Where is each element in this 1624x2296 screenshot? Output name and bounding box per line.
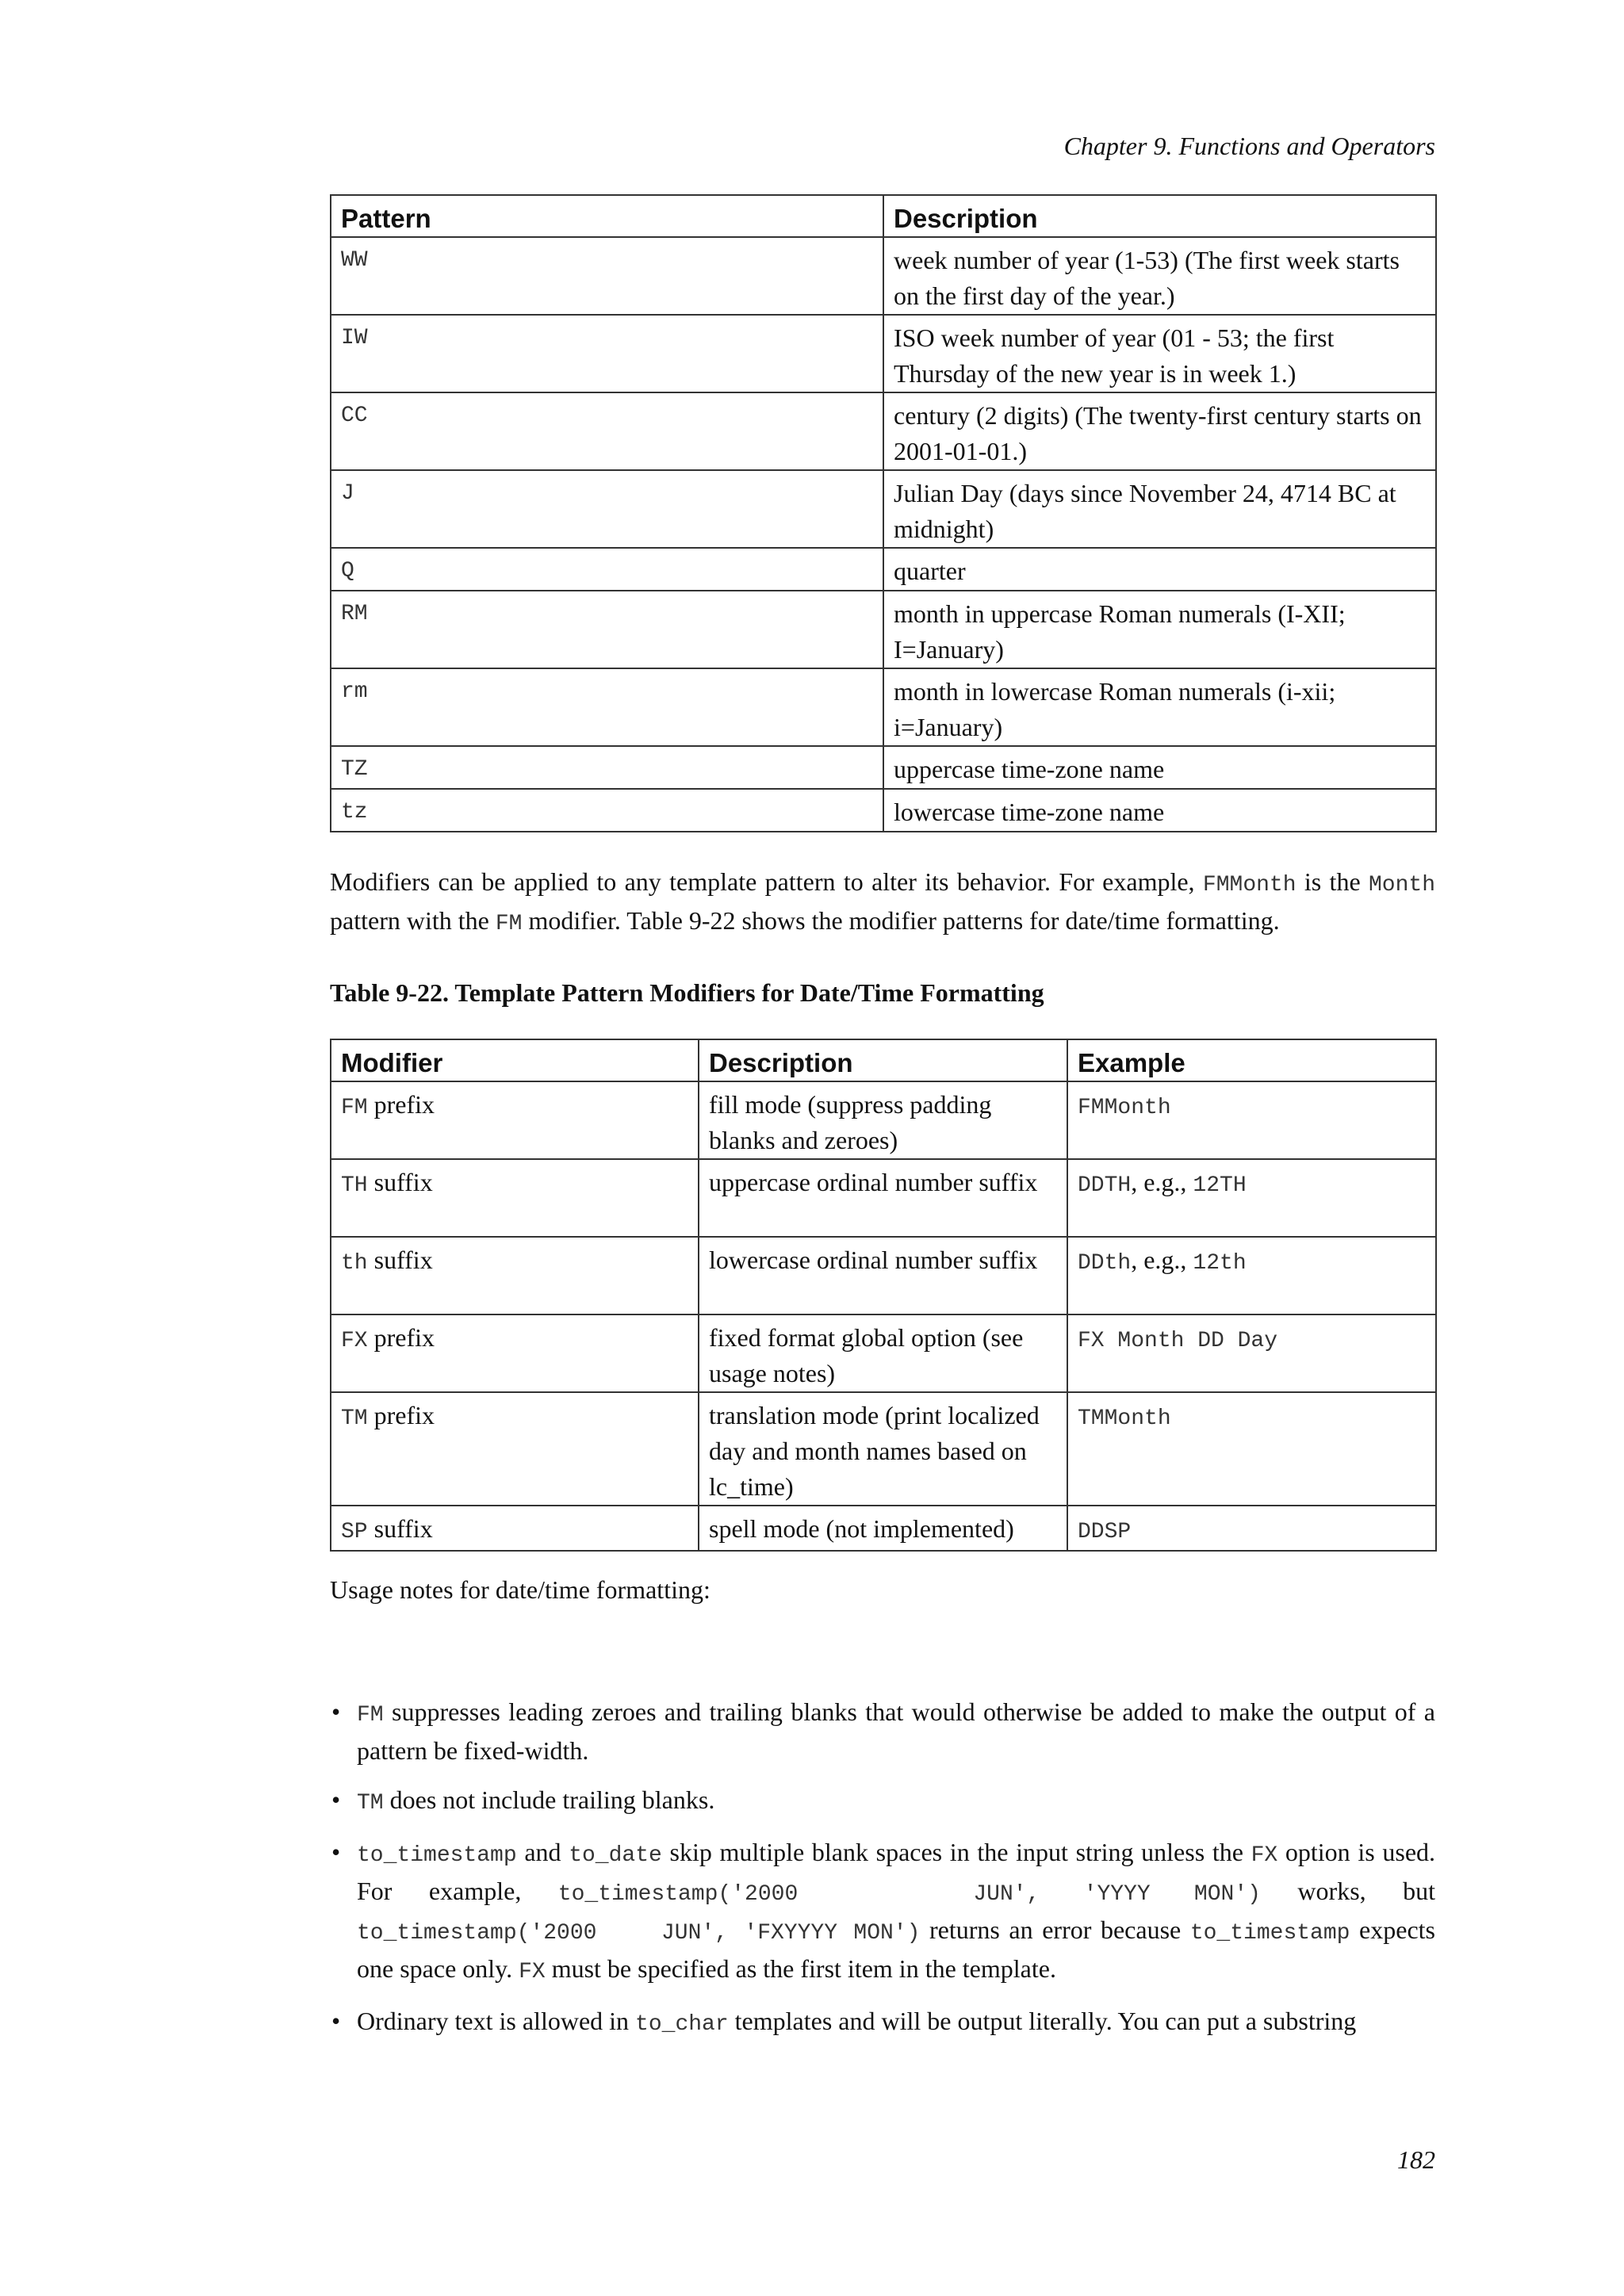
table-row: [331, 1506, 1436, 1551]
inline-code: Month: [1369, 873, 1436, 897]
table-row: [331, 789, 1436, 832]
table-row: [331, 591, 1436, 668]
example-cell: [1067, 1159, 1436, 1237]
example-code: 12TH: [1193, 1173, 1247, 1198]
paragraph-text: pattern with the: [330, 906, 496, 935]
description-cell: uppercase time-zone name: [883, 746, 1436, 789]
running-header: Chapter 9. Functions and Operators: [1063, 132, 1435, 160]
table-row: [331, 746, 1436, 789]
pattern-cell: IW: [331, 315, 883, 392]
inline-code: FX: [519, 1960, 546, 1984]
paragraph-text: Modifiers can be applied to any template pattern to alter its behavior. For example,: [330, 867, 1203, 896]
modifier-kind: suffix: [367, 1168, 433, 1196]
modifier-code: FX: [341, 1329, 368, 1353]
column-header-description: Description: [883, 195, 1436, 237]
bullet-icon: •: [331, 1838, 341, 1866]
column-header-pattern: Pattern: [331, 195, 883, 237]
list-item: [330, 1782, 1435, 1821]
bullet-icon: •: [331, 2007, 341, 2035]
description-cell: Julian Day (days since November 24, 4714 BC at midnight): [883, 470, 1436, 548]
modifier-table: [330, 1039, 1437, 1552]
table-row: [331, 470, 1436, 548]
list-item-text: and: [516, 1838, 569, 1866]
modifier-kind: prefix: [367, 1401, 435, 1429]
inline-code: to_char: [635, 2012, 729, 2037]
pattern-cell: rm: [331, 668, 883, 746]
modifiers-paragraph: [330, 864, 1435, 942]
description-cell: month in uppercase Roman numerals (I-XII; I=January): [883, 591, 1436, 668]
column-header-description: Description: [699, 1039, 1067, 1081]
table-row: [331, 1237, 1436, 1314]
list-item-text: does not include trailing blanks.: [383, 1785, 715, 1814]
table-caption: Table 9-22. Template Pattern Modifiers for Date/Time Formatting: [330, 978, 1044, 1007]
description-cell: ISO week number of year (01 - 53; the first Thursday of the new year is in week 1.): [883, 315, 1436, 392]
description-cell: fixed format global option (see usage notes): [699, 1314, 1067, 1392]
usage-heading: Usage notes for date/time formatting:: [330, 1575, 710, 1604]
modifier-cell: [331, 1237, 699, 1314]
description-cell: century (2 digits) (The twenty-first century starts on 2001-01-01.): [883, 392, 1436, 470]
list-item-text: works, but: [1260, 1877, 1436, 1905]
example-cell: [1067, 1392, 1436, 1506]
example-code: DDth: [1078, 1251, 1132, 1276]
inline-code: FMMonth: [1202, 873, 1297, 897]
inline-code: FM: [357, 1703, 384, 1728]
table-row: [331, 1392, 1436, 1506]
example-code: FX Month DD Day: [1078, 1329, 1278, 1353]
modifier-code: FM: [341, 1096, 368, 1120]
table-row: [331, 548, 1436, 591]
bullet-icon: •: [331, 1697, 341, 1726]
paragraph-text: is the: [1296, 867, 1369, 896]
table-header-row: [331, 1039, 1436, 1081]
pattern-cell: WW: [331, 237, 883, 315]
description-cell: quarter: [883, 548, 1436, 591]
table-row: [331, 1314, 1436, 1392]
page-number: 182: [1397, 2145, 1435, 2174]
list-item-text: option is used. For example,: [357, 1838, 1436, 1905]
column-header-modifier: Modifier: [331, 1039, 699, 1081]
modifier-cell: [331, 1392, 699, 1506]
modifier-cell: [331, 1506, 699, 1551]
example-code: TMMonth: [1078, 1406, 1171, 1431]
description-cell: uppercase ordinal number suffix: [699, 1159, 1067, 1237]
example-text: , e.g.,: [1131, 1246, 1193, 1274]
description-cell: lowercase time-zone name: [883, 789, 1436, 832]
example-cell: [1067, 1506, 1436, 1551]
inline-code: FX: [1251, 1843, 1278, 1868]
inline-code: TM: [357, 1791, 384, 1816]
paragraph-text: modifier. Table 9-22 shows the modifier patterns for date/time formatting.: [522, 906, 1280, 935]
list-item-text: templates and will be output literally. You can put a substring: [728, 2007, 1357, 2035]
example-cell: [1067, 1081, 1436, 1159]
example-code: FMMonth: [1078, 1096, 1171, 1120]
table-row: [331, 315, 1436, 392]
pattern-cell: CC: [331, 392, 883, 470]
modifier-code: TH: [341, 1173, 368, 1198]
description-cell: translation mode (print localized day and month names based on lc_time): [699, 1392, 1067, 1506]
example-cell: [1067, 1314, 1436, 1392]
table-row: [331, 1081, 1436, 1159]
example-text: , e.g.,: [1131, 1168, 1193, 1196]
inline-code: to_timestamp('2000 JUN', 'YYYY MON'): [557, 1882, 1261, 1907]
inline-code: FM: [495, 912, 523, 936]
list-item-text: suppresses leading zeroes and trailing blanks that would otherwise be added to make the output of a pattern be fixed-width.: [357, 1697, 1435, 1765]
description-cell: spell mode (not implemented): [699, 1506, 1067, 1551]
pattern-cell: J: [331, 470, 883, 548]
modifier-code: TM: [341, 1406, 368, 1431]
description-cell: lowercase ordinal number suffix: [699, 1237, 1067, 1314]
description-cell: month in lowercase Roman numerals (i-xii; i=January): [883, 668, 1436, 746]
pattern-table: [330, 194, 1437, 832]
table-row: [331, 392, 1436, 470]
usage-notes-list: [330, 1694, 1435, 2056]
list-item: [330, 2003, 1435, 2042]
example-code: DDTH: [1078, 1173, 1132, 1198]
inline-code: to_timestamp: [357, 1843, 517, 1868]
modifier-kind: prefix: [367, 1323, 435, 1352]
list-item: [330, 1835, 1435, 1990]
modifier-code: SP: [341, 1520, 368, 1544]
column-header-example: Example: [1067, 1039, 1436, 1081]
bullet-icon: •: [331, 1785, 341, 1814]
table-row: [331, 1159, 1436, 1237]
modifier-cell: [331, 1159, 699, 1237]
table-row: [331, 668, 1436, 746]
modifier-kind: suffix: [367, 1246, 433, 1274]
pattern-cell: tz: [331, 789, 883, 832]
inline-code: to_date: [569, 1843, 662, 1868]
inline-code: to_timestamp('2000 JUN', 'FXYYYY MON'): [357, 1921, 921, 1946]
pattern-cell: Q: [331, 548, 883, 591]
example-cell: [1067, 1237, 1436, 1314]
description-cell: week number of year (1-53) (The first week starts on the first day of the year.): [883, 237, 1436, 315]
pattern-cell: RM: [331, 591, 883, 668]
modifier-cell: [331, 1081, 699, 1159]
list-item-text: returns an error because: [920, 1915, 1190, 1944]
modifier-code: th: [341, 1251, 368, 1276]
modifier-kind: prefix: [367, 1090, 435, 1119]
modifier-cell: [331, 1314, 699, 1392]
example-code: DDSP: [1078, 1520, 1132, 1544]
table-row: [331, 237, 1436, 315]
list-item-text: expects one space only.: [357, 1915, 1436, 1983]
list-item: [330, 1694, 1435, 1769]
list-item-text: skip multiple blank spaces in the input string unless the: [661, 1838, 1251, 1866]
pattern-cell: TZ: [331, 746, 883, 789]
modifier-kind: suffix: [367, 1514, 433, 1543]
list-item-text: must be specified as the first item in the template.: [545, 1954, 1056, 1983]
description-cell: fill mode (suppress padding blanks and zeroes): [699, 1081, 1067, 1159]
table-header-row: [331, 195, 1436, 237]
inline-code: to_timestamp: [1189, 1921, 1350, 1946]
list-item-text: Ordinary text is allowed in: [357, 2007, 636, 2035]
example-code: 12th: [1193, 1251, 1247, 1276]
